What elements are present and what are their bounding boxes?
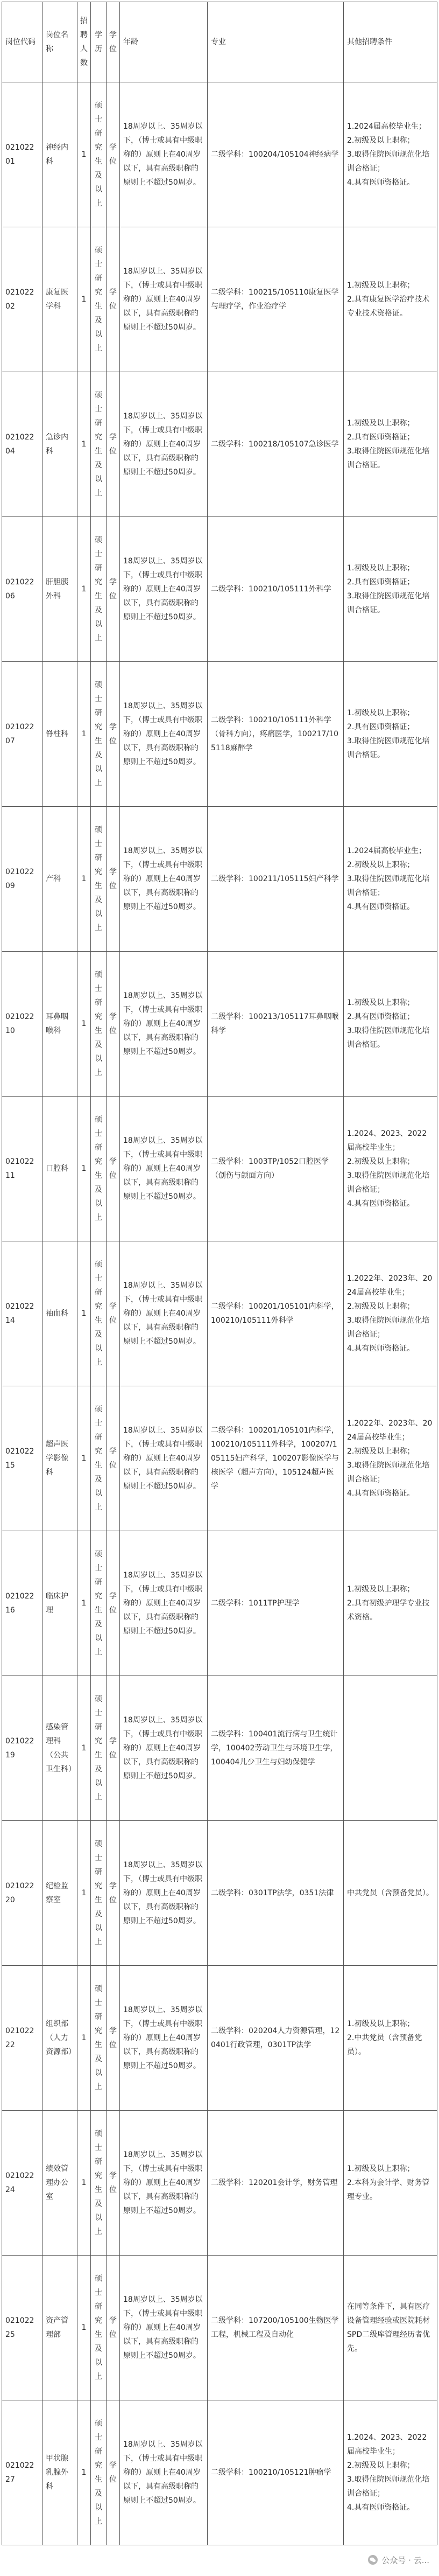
cell-name: 神经内科 xyxy=(43,82,77,227)
cell-num: 1 xyxy=(77,1097,91,1241)
cell-edu: 硕士研究生及以上 xyxy=(91,517,107,662)
cell-code: 02102207 xyxy=(2,662,43,807)
cell-age: 18周岁以上、35周岁以下，（博士或具有中级职称的）原则上在40周岁以下，具有高级职称的原则上不超过50周岁。 xyxy=(120,952,208,1097)
table-row xyxy=(2,1386,437,1531)
table-row xyxy=(2,227,437,372)
cell-edu: 硕士研究生及以上 xyxy=(91,1097,107,1241)
table-row xyxy=(2,372,437,517)
cell-major: 二级学科：100201/105101内科学，100210/105111外科学 xyxy=(208,1241,344,1386)
table-row xyxy=(2,517,437,662)
cell-degree: 学位 xyxy=(107,2256,120,2400)
cell-major: 二级学科：100218/105107急诊医学 xyxy=(208,372,344,517)
header-other: 其他招聘条件 xyxy=(344,2,437,82)
cell-edu: 硕士研究生及以上 xyxy=(91,2111,107,2256)
cell-other: 1.2024、2023、2022届高校毕业生； 2.初级及以上职称； 3.取得住院医师规范化培训合格证； 4.具有医师资格证。 xyxy=(344,2400,437,2545)
cell-other: 1.2024届高校毕业生； 2.初级及以上职称； 3.取得住院医师规范化培训合格证； 4.具有医师资格证。 xyxy=(344,807,437,952)
cell-other: 1.初级及以上职称； 2.中共党员（含预备党员）。 xyxy=(344,1966,437,2111)
cell-other: 1.初级及以上职称； 2.具有医师资格证； 3.取得住院医师规范化培训合格证。 xyxy=(344,662,437,807)
header-major: 专业 xyxy=(208,2,344,82)
cell-major: 二级学科：107200/105100生物医学工程，机械工程及自动化 xyxy=(208,2256,344,2400)
cell-other: 1.2022年、2023年、2024届高校毕业生； 2.初级及以上职称； 3.取得住院医师规范化培训合格证； 4.具有医师资格证。 xyxy=(344,1386,437,1531)
cell-name: 康复医学科 xyxy=(43,227,77,372)
cell-age: 18周岁以上、35周岁以下，（博士或具有中级职称的）原则上在40周岁以下，具有高级职称的原则上不超过50周岁。 xyxy=(120,2111,208,2256)
cell-num: 1 xyxy=(77,1966,91,2111)
cell-major: 二级学科：100213/105117耳鼻咽喉科学 xyxy=(208,952,344,1097)
table-row xyxy=(2,807,437,952)
cell-num: 1 xyxy=(77,662,91,807)
cell-edu: 硕士研究生及以上 xyxy=(91,372,107,517)
cell-age: 18周岁以上、35周岁以下，（博士或具有中级职称的）原则上在40周岁以下，具有高级职称的原则上不超过50周岁。 xyxy=(120,807,208,952)
cell-num: 1 xyxy=(77,82,91,227)
cell-code: 02102220 xyxy=(2,1821,43,1966)
cell-code: 02102227 xyxy=(2,2400,43,2545)
cell-edu: 硕士研究生及以上 xyxy=(91,1676,107,1821)
cell-major: 二级学科：100211/105115妇产科学 xyxy=(208,807,344,952)
cell-code: 02102211 xyxy=(2,1097,43,1241)
cell-degree: 学位 xyxy=(107,952,120,1097)
cell-num: 1 xyxy=(77,1531,91,1676)
cell-name: 急诊内科 xyxy=(43,372,77,517)
cell-num: 1 xyxy=(77,372,91,517)
table-row xyxy=(2,1676,437,1821)
cell-degree: 学位 xyxy=(107,1531,120,1676)
cell-degree: 学位 xyxy=(107,2400,120,2545)
cell-other: 在同等条件下，具有医疗设备管理经验或医院耗材SPD二级库管理经历者优先。 xyxy=(344,2256,437,2400)
cell-code: 02102202 xyxy=(2,227,43,372)
cell-edu: 硕士研究生及以上 xyxy=(91,2400,107,2545)
cell-num: 1 xyxy=(77,1676,91,1821)
cell-code: 02102209 xyxy=(2,807,43,952)
cell-num: 1 xyxy=(77,1241,91,1386)
cell-major: 二级学科：100401流行病与卫生统计学，100402劳动卫生与环境卫生学，100404儿少卫生与妇幼保健学 xyxy=(208,1676,344,1821)
cell-code: 02102224 xyxy=(2,2111,43,2256)
cell-code: 02102210 xyxy=(2,952,43,1097)
header-edu: 学历 xyxy=(91,2,107,82)
cell-degree: 学位 xyxy=(107,372,120,517)
cell-edu: 硕士研究生及以上 xyxy=(91,1821,107,1966)
cell-degree: 学位 xyxy=(107,1676,120,1821)
cell-num: 1 xyxy=(77,1821,91,1966)
watermark-text: 公众号 · 云... xyxy=(381,2555,429,2565)
cell-num: 1 xyxy=(77,227,91,372)
cell-edu: 硕士研究生及以上 xyxy=(91,1241,107,1386)
header-num: 招聘人数 xyxy=(77,2,91,82)
cell-age: 18周岁以上、35周岁以下，（博士或具有中级职称的）原则上在40周岁以下，具有高级职称的原则上不超过50周岁。 xyxy=(120,82,208,227)
cell-name: 超声医学影像科 xyxy=(43,1386,77,1531)
header-degree: 学位 xyxy=(107,2,120,82)
cell-num: 1 xyxy=(77,2111,91,2256)
cell-age: 18周岁以上、35周岁以下，（博士或具有中级职称的）原则上在40周岁以下，具有高级职称的原则上不超过50周岁。 xyxy=(120,1241,208,1386)
table-row xyxy=(2,1966,437,2111)
cell-other: 1.初级及以上职称； 2.具有初级护理学专业技术资格。 xyxy=(344,1531,437,1676)
table-row xyxy=(2,2400,437,2545)
cell-code: 02102206 xyxy=(2,517,43,662)
cell-degree: 学位 xyxy=(107,1097,120,1241)
cell-major: 二级学科：0301TP法学，0351法律 xyxy=(208,1821,344,1966)
header-age: 年龄 xyxy=(120,2,208,82)
cell-num: 1 xyxy=(77,2256,91,2400)
cell-edu: 硕士研究生及以上 xyxy=(91,227,107,372)
table-row xyxy=(2,1821,437,1966)
cell-name: 脊柱科 xyxy=(43,662,77,807)
cell-code: 02102215 xyxy=(2,1386,43,1531)
cell-major: 二级学科：100210/105111外科学 xyxy=(208,517,344,662)
cell-other: 中共党员（含预备党员）。 xyxy=(344,1821,437,1966)
cell-age: 18周岁以上、35周岁以下，（博士或具有中级职称的）原则上在40周岁以下，具有高级职称的原则上不超过50周岁。 xyxy=(120,2400,208,2545)
cell-code: 02102204 xyxy=(2,372,43,517)
cell-edu: 硕士研究生及以上 xyxy=(91,662,107,807)
cell-edu: 硕士研究生及以上 xyxy=(91,1386,107,1531)
cell-age: 18周岁以上、35周岁以下，（博士或具有中级职称的）原则上在40周岁以下，具有高级职称的原则上不超过50周岁。 xyxy=(120,1821,208,1966)
table-row xyxy=(2,1531,437,1676)
cell-age: 18周岁以上、35周岁以下，（博士或具有中级职称的）原则上在40周岁以下，具有高级职称的原则上不超过50周岁。 xyxy=(120,662,208,807)
cell-age: 18周岁以上、35周岁以下，（博士或具有中级职称的）原则上在40周岁以下，具有高级职称的原则上不超过50周岁。 xyxy=(120,517,208,662)
cell-major: 二级学科：100210/105111外科学（骨科方向），疼痛医学，100217/105118麻醉学 xyxy=(208,662,344,807)
cell-name: 纪检监察室 xyxy=(43,1821,77,1966)
cell-other: 1.初级及以上职称； 2.具有医师资格证； 3.取得住院医师规范化培训合格证。 xyxy=(344,372,437,517)
cell-name: 袖血科 xyxy=(43,1241,77,1386)
cell-name: 绩效管理办公室 xyxy=(43,2111,77,2256)
wechat-icon xyxy=(367,2554,378,2565)
header-name: 岗位名称 xyxy=(43,2,77,82)
cell-name: 感染管理科（公共卫生科） xyxy=(43,1676,77,1821)
cell-age: 18周岁以上、35周岁以下，（博士或具有中级职称的）原则上在40周岁以下，具有高级职称的原则上不超过50周岁。 xyxy=(120,1097,208,1241)
cell-other: 1.初级及以上职称； 2.具有康复医学治疗技术专业技术资格证。 xyxy=(344,227,437,372)
cell-other: 1.初级及以上职称； 2.本科为会计学、财务管理专业。 xyxy=(344,2111,437,2256)
table-row xyxy=(2,662,437,807)
cell-age: 18周岁以上、35周岁以下，（博士或具有中级职称的）原则上在40周岁以下，具有高级职称的原则上不超过50周岁。 xyxy=(120,2256,208,2400)
cell-other: 1.初级及以上职称； 2.具有医师资格证； 3.取得住院医师规范化培训合格证。 xyxy=(344,952,437,1097)
table-row xyxy=(2,1241,437,1386)
cell-code: 02102216 xyxy=(2,1531,43,1676)
cell-degree: 学位 xyxy=(107,662,120,807)
cell-num: 1 xyxy=(77,2400,91,2545)
cell-major: 二级学科：100204/105104神经病学 xyxy=(208,82,344,227)
cell-age: 18周岁以上、35周岁以下，（博士或具有中级职称的）原则上在40周岁以下，具有高级职称的原则上不超过50周岁。 xyxy=(120,1531,208,1676)
cell-degree: 学位 xyxy=(107,1821,120,1966)
cell-code: 02102222 xyxy=(2,1966,43,2111)
cell-degree: 学位 xyxy=(107,2111,120,2256)
recruitment-table xyxy=(2,2,437,2545)
table-row xyxy=(2,2256,437,2400)
table-body xyxy=(2,82,437,2545)
cell-degree: 学位 xyxy=(107,807,120,952)
cell-num: 1 xyxy=(77,1386,91,1531)
cell-code: 02102214 xyxy=(2,1241,43,1386)
cell-edu: 硕士研究生及以上 xyxy=(91,2256,107,2400)
cell-degree: 学位 xyxy=(107,1241,120,1386)
cell-edu: 硕士研究生及以上 xyxy=(91,82,107,227)
cell-degree: 学位 xyxy=(107,82,120,227)
cell-other xyxy=(344,1676,437,1821)
table-row xyxy=(2,82,437,227)
table-row xyxy=(2,952,437,1097)
cell-major: 二级学科：1003TP/1052口腔医学（创伤与颌面方向） xyxy=(208,1097,344,1241)
table-header xyxy=(2,2,437,82)
cell-age: 18周岁以上、35周岁以下，（博士或具有中级职称的）原则上在40周岁以下，具有高级职称的原则上不超过50周岁。 xyxy=(120,1676,208,1821)
cell-degree: 学位 xyxy=(107,1386,120,1531)
header-row xyxy=(2,2,437,82)
wechat-watermark xyxy=(363,2549,434,2571)
cell-age: 18周岁以上、35周岁以下，（博士或具有中级职称的）原则上在40周岁以下，具有高级职称的原则上不超过50周岁。 xyxy=(120,1966,208,2111)
cell-num: 1 xyxy=(77,952,91,1097)
cell-name: 资产管理部 xyxy=(43,2256,77,2400)
cell-num: 1 xyxy=(77,807,91,952)
cell-major: 二级学科：120201会计学，财务管理 xyxy=(208,2111,344,2256)
header-code: 岗位代码 xyxy=(2,2,43,82)
cell-edu: 硕士研究生及以上 xyxy=(91,952,107,1097)
cell-major: 二级学科：100215/105110康复医学与理疗学，作业治疗学 xyxy=(208,227,344,372)
cell-num: 1 xyxy=(77,517,91,662)
cell-edu: 硕士研究生及以上 xyxy=(91,807,107,952)
cell-other: 1.初级及以上职称； 2.具有医师资格证； 3.取得住院医师规范化培训合格证。 xyxy=(344,517,437,662)
cell-other: 1.2024、2023、2022届高校毕业生； 2.初级及以上职称； 3.取得住院医师规范化培训合格证； 4.具有医师资格证。 xyxy=(344,1097,437,1241)
cell-name: 口腔科 xyxy=(43,1097,77,1241)
cell-name: 耳鼻咽喉科 xyxy=(43,952,77,1097)
cell-name: 肝胆胰外科 xyxy=(43,517,77,662)
cell-major: 二级学科：1011TP护理学 xyxy=(208,1531,344,1676)
cell-name: 组织部（人力资源部） xyxy=(43,1966,77,2111)
cell-major: 二级学科：100201/105101内科学，100210/105111外科学，100207/105115妇产科学，100207影像医学与核医学（超声方向），105124超声医学 xyxy=(208,1386,344,1531)
cell-degree: 学位 xyxy=(107,227,120,372)
cell-age: 18周岁以上、35周岁以下，（博士或具有中级职称的）原则上在40周岁以下，具有高级职称的原则上不超过50周岁。 xyxy=(120,1386,208,1531)
table-row xyxy=(2,2111,437,2256)
table-row xyxy=(2,1097,437,1241)
cell-name: 甲状腺乳腺外科 xyxy=(43,2400,77,2545)
cell-major: 二级学科：100210/105121肿瘤学 xyxy=(208,2400,344,2545)
cell-code: 02102225 xyxy=(2,2256,43,2400)
cell-major: 二级学科：020204人力资源管理，120401行政管理，0301TP法学 xyxy=(208,1966,344,2111)
cell-other: 1.2024届高校毕业生； 2.初级及以上职称； 3.取得住院医师规范化培训合格证； 4.具有医师资格证。 xyxy=(344,82,437,227)
cell-code: 02102201 xyxy=(2,82,43,227)
cell-edu: 硕士研究生及以上 xyxy=(91,1531,107,1676)
cell-degree: 学位 xyxy=(107,1966,120,2111)
cell-code: 02102219 xyxy=(2,1676,43,1821)
cell-name: 临床护理 xyxy=(43,1531,77,1676)
cell-edu: 硕士研究生及以上 xyxy=(91,1966,107,2111)
cell-name: 产科 xyxy=(43,807,77,952)
cell-other: 1.2022年、2023年、2024届高校毕业生； 2.初级及以上职称； 3.取得住院医师规范化培训合格证； 4.具有医师资格证。 xyxy=(344,1241,437,1386)
cell-age: 18周岁以上、35周岁以下，（博士或具有中级职称的）原则上在40周岁以下，具有高级职称的原则上不超过50周岁。 xyxy=(120,372,208,517)
cell-age: 18周岁以上、35周岁以下，（博士或具有中级职称的）原则上在40周岁以下，具有高级职称的原则上不超过50周岁。 xyxy=(120,227,208,372)
cell-degree: 学位 xyxy=(107,517,120,662)
